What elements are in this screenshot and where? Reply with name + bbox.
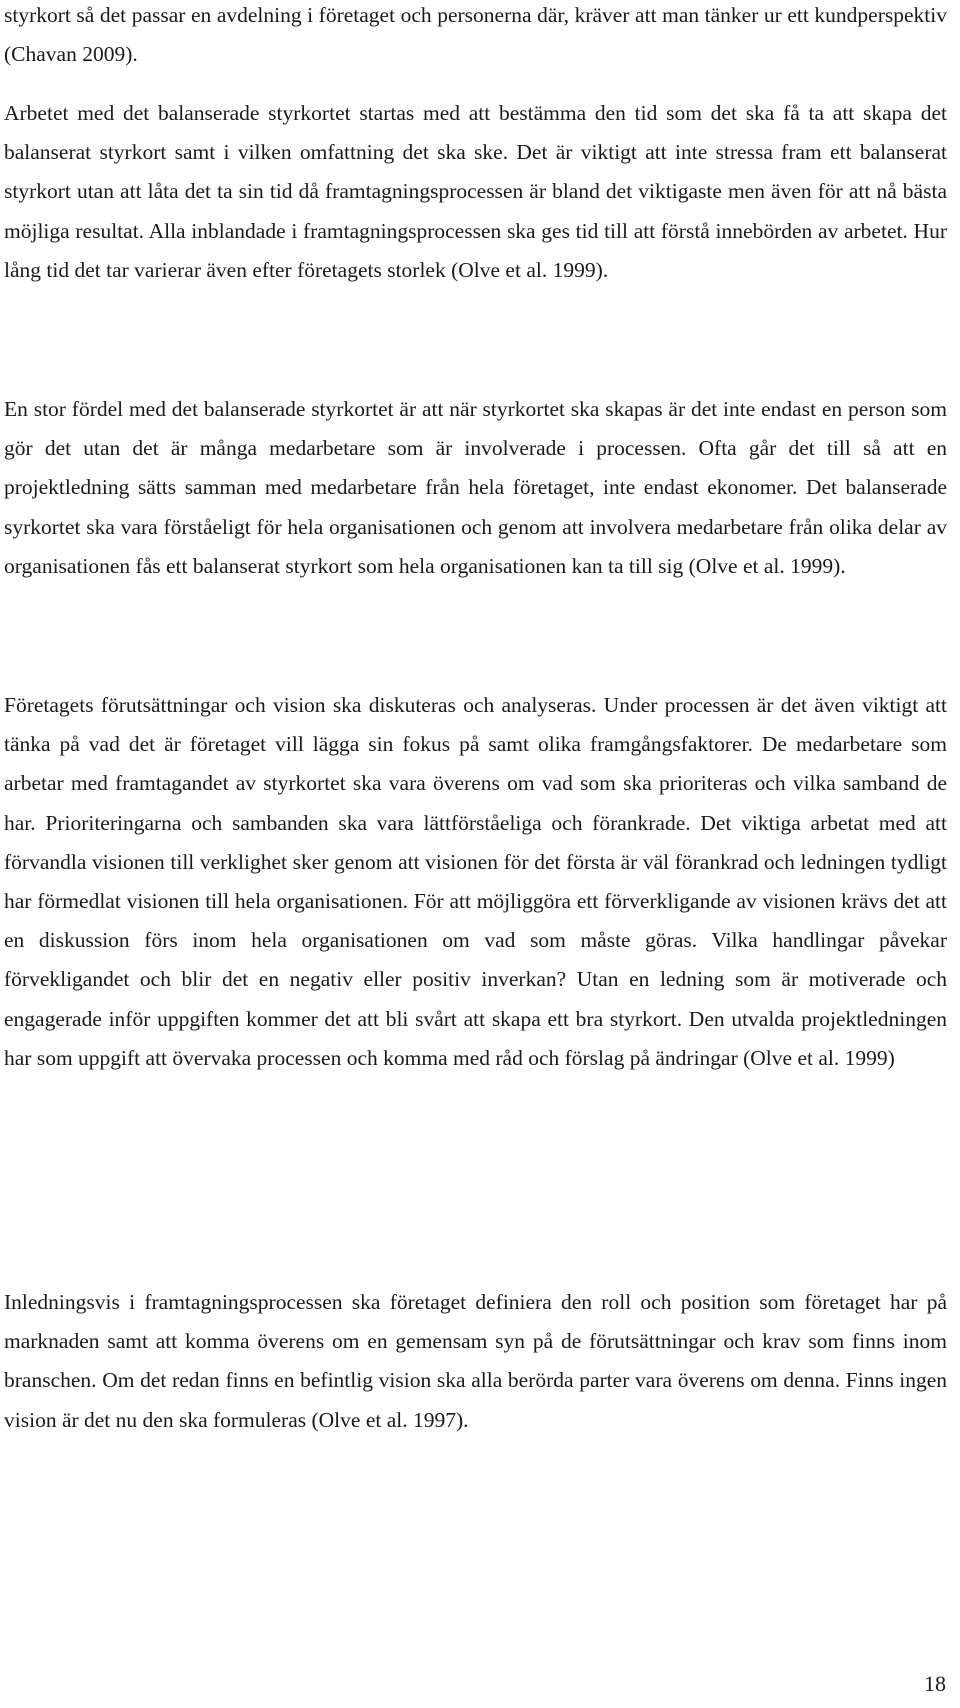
paragraph-continuation: styrkort så det passar en avdelning i företaget och personerna där, kräver att man tänker ur ett kundperspektiv (Chavan 2009).	[4, 3, 947, 67]
page-number: 18	[924, 1671, 946, 1696]
paragraph-vision: Företagets förutsättningar och vision ska diskuteras och analyseras. Under processen är det även viktigt att tänka på vad det är företaget vill lägga sin fokus på samt olika framgångsfaktorer. De medarbetare som arbetar med framtagandet av styrkortet ska vara överens om vad som ska prioriteras och vilka samband de har. Prioriteringarna och sambanden ska vara lättförståeliga och förankrade. Det viktiga arbetat med att förvandla visionen till verklighet sker genom att visionen för det första är väl förankrad och ledningen tydligt har förmedlat visionen till hela organisationen. För att möjliggöra ett förverkligande av visionen krävs det att en diskussion förs inom hela organisationen om vad som måste göras. Vilka handlingar påvekar förvekligandet och blir det en negativ eller positiv inverkan? Utan en ledning som är motiverade och engagerade inför uppgiften kommer det att bli svårt att skapa ett bra styrkort. Den utvalda projektledningen har som uppgift att övervaka processen och komma med råd och förslag på ändringar (Olve et al. 1999)	[4, 693, 947, 1070]
paragraph-timeframe: Arbetet med det balanserade styrkortet startas med att bestämma den tid som det ska få ta att skapa det balanserat styrkort samt i vilken omfattning det ska ske. Det är viktigt att inte stressa fram ett balanserat styrkort utan att låta det ta sin tid då framtagningsprocessen är bland det viktigaste men även för att nå bästa möjliga resultat. Alla inblandade i framtagningsprocessen ska ges tid till att förstå innebörden av arbetet. Hur lång tid det tar varierar även efter företagets storlek (Olve et al. 1999).	[4, 101, 947, 282]
paragraph-involvement: En stor fördel med det balanserade styrkortet är att när styrkortet ska skapas är det inte endast en person som gör det utan det är många medarbetare som är involverade i processen. Ofta går det till så att en projektledning sätts samman med medarbetare från hela företaget, inte endast ekonomer. Det balanserade syrkortet ska vara förståeligt för hela organisationen och genom att involvera medarbetare från olika delar av organisationen fås ett balanserat styrkort som hela organisationen kan ta till sig (Olve et al. 1999).	[4, 397, 947, 578]
paragraph-introduction: Inledningsvis i framtagningsprocessen ska företaget definiera den roll och position som företaget har på marknaden samt att komma överens om en gemensam syn på de förutsättningar och krav som finns inom branschen. Om det redan finns en befintlig vision ska alla berörda parter vara överens om denna. Finns ingen vision är det nu den ska formuleras (Olve et al. 1997).	[4, 1290, 947, 1432]
